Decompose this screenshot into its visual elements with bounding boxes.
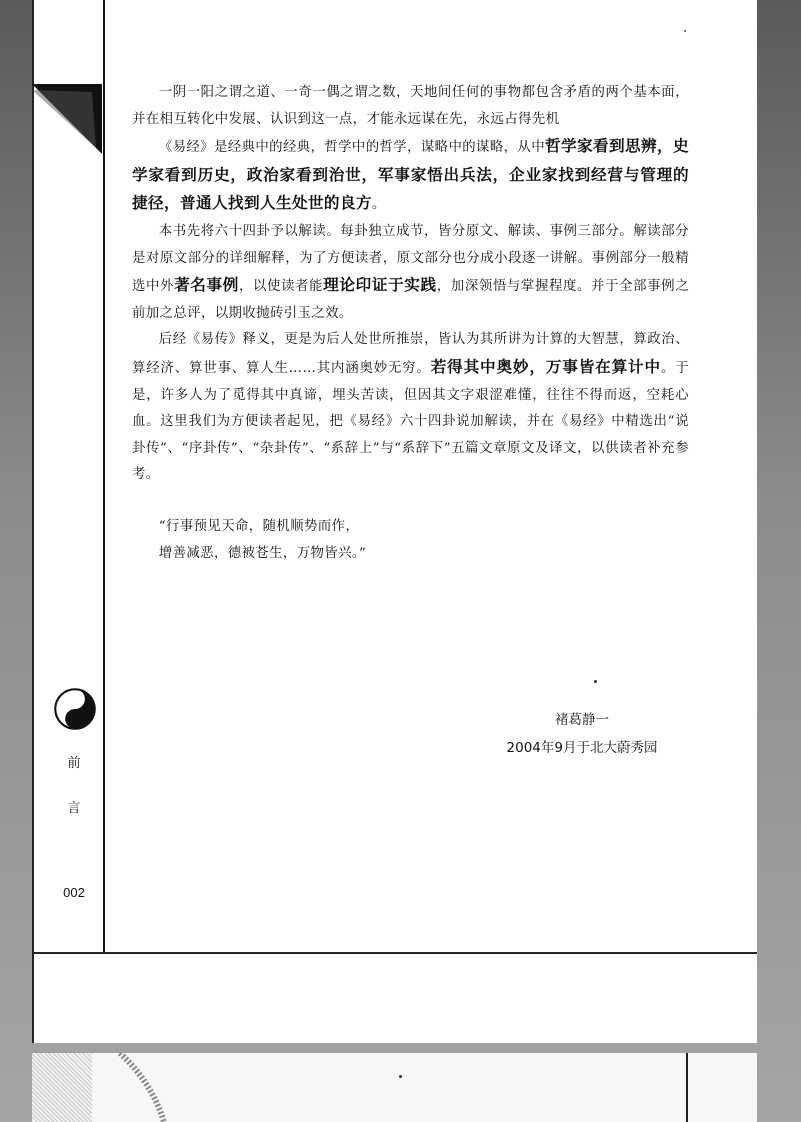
yin-yang-icon (54, 688, 96, 730)
preface-body (132, 80, 689, 567)
page-left-edge (32, 0, 34, 1043)
verse-quote (132, 513, 689, 567)
body-text: ，加深领悟与掌握程度。并于全部事例之前加之总评，以期收抛砖引玉之效。 (132, 279, 689, 321)
verse-line: 增善减恶，德被苍生，万物皆兴。” (158, 545, 367, 561)
page-bottom-rule (32, 952, 757, 954)
scan-texture (32, 1053, 92, 1122)
paragraph (132, 219, 689, 327)
emphasis-text: 著名事例 (174, 276, 239, 295)
body-text: 《易经》是经典中的经典，哲学中的哲学，谋略中的谋略，从中 (158, 140, 546, 156)
next-page-strip (32, 1053, 757, 1122)
book-page (32, 0, 757, 1043)
corner-wedge-decoration (32, 84, 102, 154)
emphasis-text: 若得其中奥妙，万事皆在算计中 (430, 357, 661, 376)
paragraph (132, 327, 689, 489)
body-text: 后经《易传》释义，更是为后人处世所推崇，皆认为其所讲为计算的大智慧，算政治、算经济、算世事、算人生……其内涵奥妙无穷。 (132, 332, 689, 376)
body-text: 一阴一阳之谓之道、一奇一偶之谓之数，天地间任何的事物都包含矛盾的两个基本面，并在相互转化中发展、认识到这一点，才能永远谋在先，永远占得先机 (132, 85, 689, 127)
body-text: 。 (371, 197, 386, 213)
emphasis-text: 哲学家看到思辨，史学家看到历史，政治家看到治世，军事家悟出兵法，企业家找到经营与管理的捷径，普通人找到人生处世的良方 (132, 137, 689, 213)
margin-rule (103, 0, 105, 952)
paragraph (132, 80, 689, 133)
speck (684, 30, 686, 32)
curve-decoration (112, 1053, 202, 1122)
speck (594, 680, 597, 683)
section-label-qian: 前 (67, 756, 81, 771)
body-text: ，以使读者能 (239, 279, 324, 295)
paragraph (132, 133, 689, 219)
section-label-yan: 言 (67, 801, 81, 816)
body-text: 。于是，许多人为了觅得其中真谛，埋头苦读，但因其文字艰涩难懂，往往不得而返，空耗心血。这里我们为方便读者起见，把《易经》六十四卦说加解读，并在《易经》中精选出“说卦传”、“序卦传”、“杂卦传”、“系辞上”与“系辞下”五篇文章原文及译文，以供读者补充参考。 (132, 360, 689, 483)
signature-date-place: 2004年9月于北大蔚秀园 (506, 740, 658, 756)
speck (399, 1075, 402, 1078)
body-text: 本书先将六十四卦予以解读。每卦独立成节，皆分原文、解读、事例三部分。解读部分是对原文部分的详细解释，为了方便读者，原文部分也分成小段逐一讲解。事例部分一般精选中外 (132, 223, 689, 295)
page-number: 002 (63, 885, 85, 900)
next-page-rule (686, 1053, 688, 1122)
signature-author: 褚葛静一 (555, 712, 609, 728)
verse-line: “行事预见天命，随机顺势而作， (158, 518, 360, 534)
emphasis-text: 理论印证于实践 (323, 276, 437, 295)
